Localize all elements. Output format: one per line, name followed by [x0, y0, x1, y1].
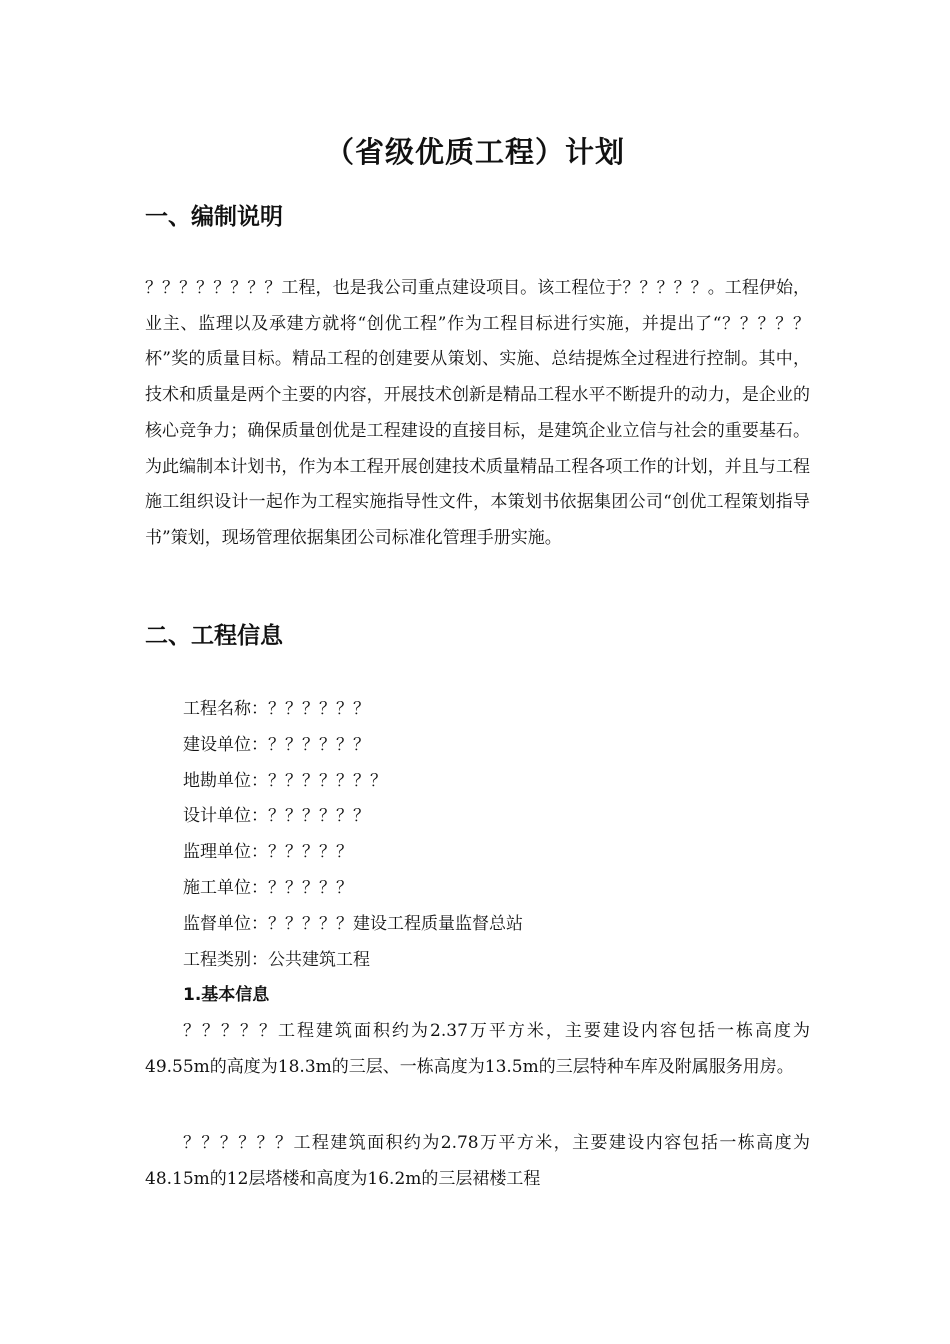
basic-info-paragraph-1: ？？？？？工程建筑面积约为2.37万平方米，主要建设内容包括一栋高度为49.55m的高度为18.3m的三层、一栋高度为13.5m的三层特种车库及附属服务用房。	[145, 1021, 810, 1077]
compilation-notes-paragraph: ？？？？？？？？工程，也是我公司重点建设项目。该工程位于？？？？？。工程伊始，业主、监理以及承建方就将“创优工程”作为工程目标进行实施，并提出了“？？？？？杯”奖的质量目标。精品工程的创建要从策划、实施、总结提炼全过程进行控制。其中，技术和质量是两个主要的内容，开展技术创新是精品工程水平不断提升的动力，是企业的核心竞争力；确保质量创优是工程建设的直接目标，是建筑企业立信与社会的重要基石。为此编制本计划书，作为本工程开展创建技术质量精品工程各项工作的计划，并且与工程施工组织设计一起作为工程实施指导性文件，本策划书依据集团公司“创优工程策划指导书”策划，现场管理依据集团公司标准化管理手册实施。	[145, 278, 810, 548]
info-project-category: 工程类别：公共建筑工程	[183, 949, 370, 970]
section-heading-compilation-notes: 一、编制说明	[145, 204, 283, 230]
project-info-list	[183, 692, 803, 978]
info-quality-supervision-unit: 监督单位：？？？？？建设工程质量监督总站	[183, 913, 523, 934]
info-supervision-unit: 监理单位：？？？？？	[183, 842, 353, 863]
info-survey-unit: 地勘单位：？？？？？？？	[183, 770, 387, 791]
info-project-name: 工程名称：？？？？？？	[183, 699, 370, 719]
basic-info-paragraph-2: ？？？？？？工程建筑面积约为2.78万平方米，主要建设内容包括一栋高度为48.15m的12层塔楼和高度为16.2m的三层裙楼工程	[145, 1133, 810, 1189]
info-design-unit: 设计单位：？？？？？？	[183, 806, 370, 827]
subheading-basic-info: 1.基本信息	[183, 985, 270, 1005]
section-heading-project-info: 二、工程信息	[145, 623, 283, 649]
info-construction-unit: 建设单位：？？？？？？	[183, 734, 370, 755]
info-contractor-unit: 施工单位：？？？？？	[183, 877, 353, 898]
document-title: （省级优质工程）计划	[324, 135, 625, 169]
